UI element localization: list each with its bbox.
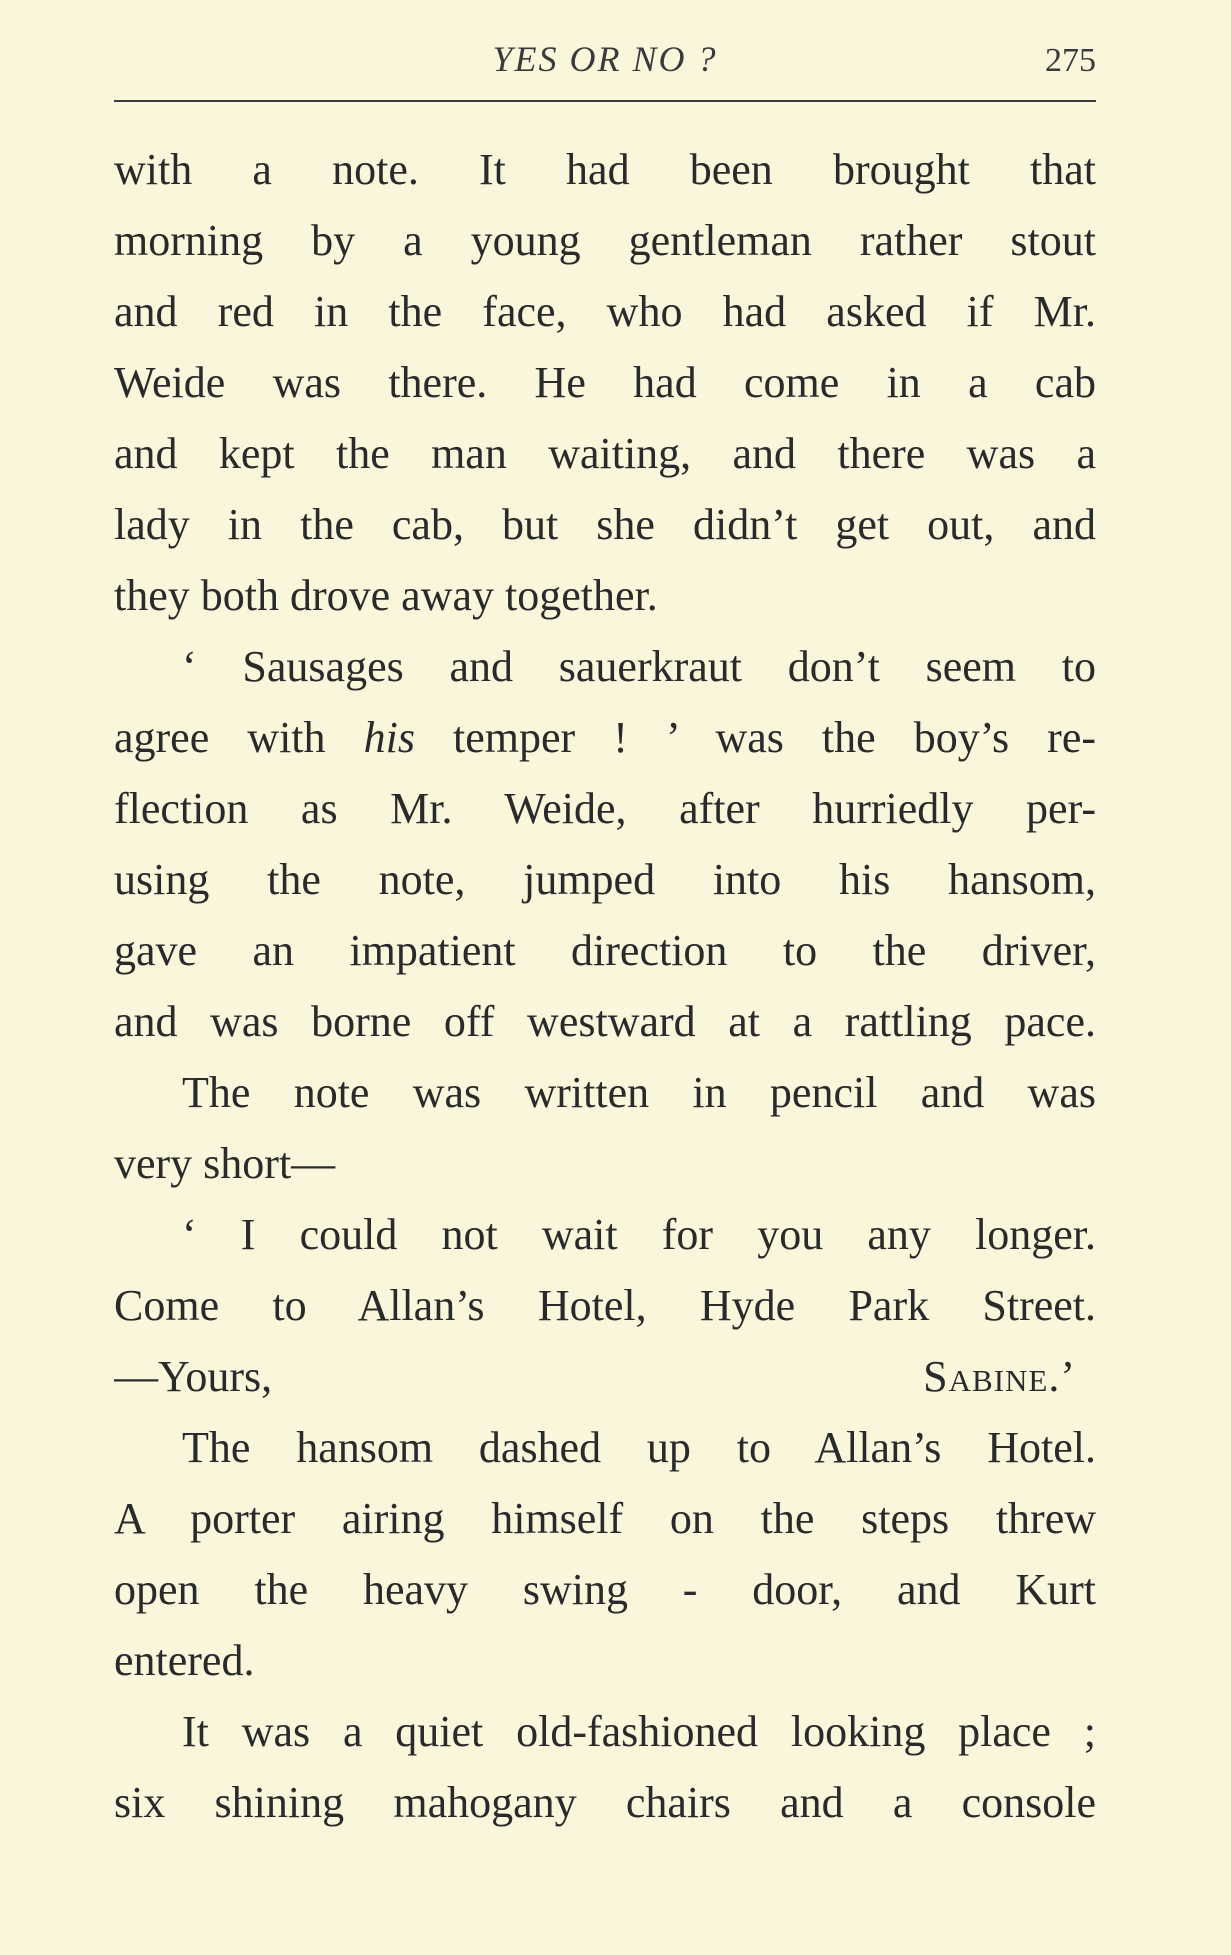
text-line: open the heavy swing - door, and Kurt [114, 1565, 1096, 1614]
text-line: A porter airing himself on the steps threw [114, 1494, 1096, 1543]
text-line: entered. [114, 1636, 255, 1685]
text-line: and red in the face, who had asked if Mr. [114, 287, 1096, 336]
header-rule [114, 100, 1096, 102]
text-line: using the note, jumped into his hansom, [114, 855, 1096, 904]
running-head [114, 30, 1096, 90]
text-line: and was borne off westward at a rattling pace. [114, 997, 1096, 1046]
text-fragment: temper ! ’ was the boy’s re- [414, 713, 1096, 762]
text-line: gave an impatient direction to the driver, [114, 926, 1096, 975]
text-line: Weide was there. He had come in a cab [114, 358, 1096, 407]
letter-closing: —Yours, [114, 1352, 273, 1401]
text-line: six shining mahogany chairs and a console [114, 1778, 1096, 1827]
page-number: 275 [1045, 42, 1096, 79]
text-line: and kept the man waiting, and there was a [114, 429, 1096, 478]
running-title: YES OR NO ? [492, 39, 718, 79]
text-line: flection as Mr. Weide, after hurriedly per- [114, 784, 1096, 833]
text-fragment: agree with [114, 713, 364, 762]
text-line: Come to Allan’s Hotel, Hyde Park Street. [114, 1281, 1096, 1330]
text-line: ‘ Sausages and sauerkraut don’t seem to [182, 642, 1096, 691]
text-line: ‘ I could not wait for you any longer. [182, 1210, 1096, 1259]
letter-signature: Sabine.’ [923, 1352, 1076, 1401]
text-line: The note was written in pencil and was [182, 1068, 1096, 1117]
text-line: morning by a young gentleman rather stout [114, 216, 1096, 265]
text-line: they both drove away together. [114, 571, 658, 620]
text-line [114, 702, 1096, 773]
signature-line [114, 1341, 1096, 1412]
text-line: The hansom dashed up to Allan’s Hotel. [182, 1423, 1096, 1472]
text-line: It was a quiet old-fashioned looking place ; [182, 1707, 1096, 1756]
text-line: with a note. It had been brought that [114, 145, 1096, 194]
text-line: very short— [114, 1139, 336, 1188]
body-text [114, 134, 1096, 1838]
emphasized-word: his [363, 713, 415, 762]
text-line: lady in the cab, but she didn’t get out, and [114, 500, 1096, 549]
